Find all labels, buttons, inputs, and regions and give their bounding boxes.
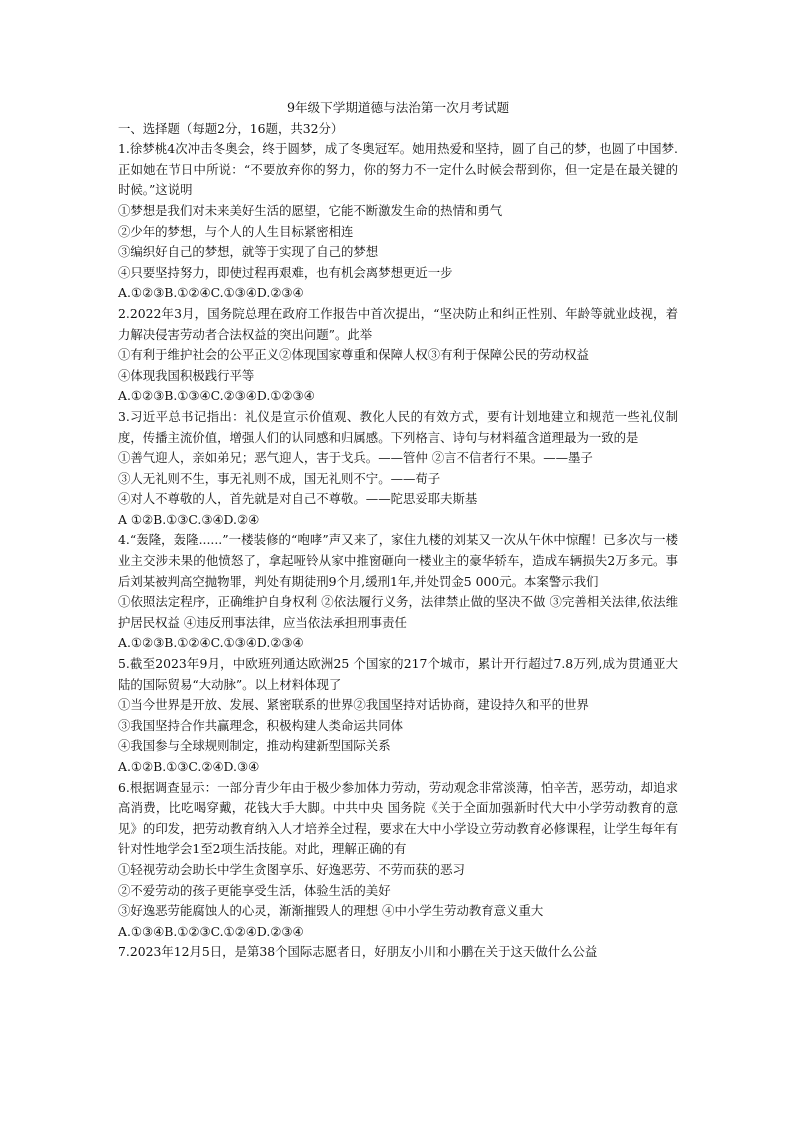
question-option: ④体现我国积极践行平等 [118,367,255,383]
answer-choices: A.①②③B.①②④C.①③④D.②③④ [118,285,304,301]
question-option: ②不爱劳动的孩子更能享受生活，体验生活的美好 [118,882,391,898]
question-stem: 3.习近平总书记指出：礼仪是宣示价值观、教化人民的有效方式，要有计划地建立和规范一些礼仪制度，传播主流价值，增强人们的认同感和归属感。下列格言、诗句与材料蕴含道理最为一致的是 [118,408,678,445]
answer-choices: A ①②B.①③C.③④D.②④ [118,511,260,527]
question-stem: 5.截至2023年9月，中欧班列通达欧洲25 个国家的217个城市，累计开行超过7.8万列,成为贯通亚大陆的国际贸易“大动脉”。以上材料体现了 [118,656,678,692]
question-stem: 1.徐梦桃4次冲击冬奥会，终于圆梦，成了冬奥冠军。她用热爱和坚持，圆了自己的梦，也圆了中国梦.正如她在节日中所说：“不要放弃你的努力，你的努力不一定什么时候会帮到你，但一定是在最关键的时候。”这说明 [118,141,678,198]
exam-content [118,98,678,963]
question-stem: 6.根据调查显示：一部分青少年由于极少参加体力劳动，劳动观念非常淡薄，怕辛苦，恶劳动，却追求高消费，比吃喝穿戴，花钱大手大脚。中共中央 国务院《关于全面加强新时代大中小学劳动教育的意见》的印发，把劳动教育纳入人才培养全过程，要求在大中小学设立劳动教育必修课程，让学生每年有针对性地学会1至2项生活技能。对此，理解正确的有 [118,779,678,857]
answer-choices: A.①②B.①③C.②④D.③④ [118,759,260,774]
question-7 [118,942,678,963]
question-stem: 4.“轰隆，轰隆......”一楼装修的“咆哮”声又来了，家住九楼的刘某又一次从午休中惊醒！已多次与一楼业主交涉未果的他愤怒了，拿起哑铃从家中推窗砸向一楼业主的豪华轿车，造成车辆损失2万多元。事后刘某被判高空抛物罪，判处有期徒刑9个月,缓刑1年,并处罚金5 000元。本案警示我们 [118,532,678,589]
answer-choices: A.①③④B.①②③C.①②④D.②③④ [118,923,304,939]
question-stem: 7.2023年12月5日，是第38个国际志愿者日，好朋友小川和小鹏在关于这天做什么公益 [118,944,598,960]
question-6 [118,778,678,943]
question-option: ④对人不尊敬的人，首先就是对自己不尊敬。——陀思妥耶夫斯基 [118,491,478,507]
question-option: ④只要坚持努力，即使过程再艰难，也有机会离梦想更近一步 [118,264,453,280]
question-option: ②少年的梦想，与个人的人生目标紧密相连 [118,223,354,239]
answer-choices: A.①②③B.①③④C.②③④D.①②③④ [118,388,315,404]
section-heading: 一、选择题（每题2分，16题，共32分） [118,120,344,136]
question-4 [118,530,678,654]
question-option: ①依照法定程序，正确维护自身权利 ②依法履行义务，法律禁止做的坚决不做 ③完善相关法律,依法维护居民权益 ④违反刑事法律，应当依法承担刑事责任 [118,594,678,630]
question-option: ③人无礼则不生，事无礼则不成，国无礼则不宁。——荀子 [118,470,441,486]
question-option: ①当今世界是开放、发展、紧密联系的世界②我国坚持对话协商，建设持久和平的世界 [118,697,589,713]
question-stem: 2.2022年3月，国务院总理在政府工作报告中首次提出，“坚决防止和纠正性别、年龄等就业歧视，着力解决侵害劳动者合法权益的突出问题”。此举 [118,305,678,342]
question-option: ①轻视劳动会助长中学生贪图享乐、好逸恶劳、不劳而获的恶习 [118,861,465,877]
answer-choices: A.①②③B.①②④C.①③④D.②③④ [118,635,304,651]
question-3 [118,407,678,531]
page-title: 9年级下学期道德与法治第一次月考试题 [286,100,510,115]
question-option: ④我国参与全球规则制定，推动构建新型国际关系 [118,738,391,754]
question-1 [118,139,678,304]
question-2 [118,304,678,407]
question-option: ①梦想是我们对未来美好生活的愿望，它能不断激发生命的热情和勇气 [118,202,503,218]
question-option: ③好逸恶劳能腐蚀人的心灵，渐渐摧毁人的理想 ④中小学生劳动教育意义重大 [118,903,544,919]
question-option: ①善气迎人，亲如弟兄；恶气迎人，害于戈兵。——管仲 ②言不信者行不果。——墨子 [118,450,593,466]
question-option: ③我国坚持合作共赢理念，积极构建人类命运共同体 [118,717,403,733]
question-5 [118,654,678,778]
question-option: ③编织好自己的梦想，就等于实现了自己的梦想 [118,244,379,260]
question-option: ①有利于维护社会的公平正义②体现国家尊重和保障人权③有利于保障公民的劳动权益 [118,347,589,363]
